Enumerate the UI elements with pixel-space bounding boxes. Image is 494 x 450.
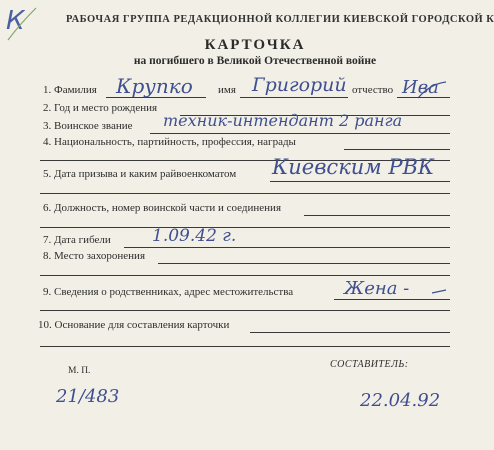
relatives-value: Жена - [344,278,410,299]
death-date-label: 7. Дата гибели [43,234,111,246]
extra-line [40,310,450,311]
name-label: имя [218,84,236,96]
author-label: СОСТАВИТЕЛЬ: [330,359,409,370]
draft-value: Киевским РВК [272,155,435,179]
patronymic-value: Ива [402,77,439,98]
extra-line [40,346,450,347]
surname-label: 1. Фамилия [43,84,97,96]
position-label: 6. Должность, номер воинской части и соединения [43,202,281,214]
extra-line [40,275,450,276]
surname-value: Крупко [116,74,193,98]
ink-stroke [432,290,446,293]
card-title: КАРТОЧКА [204,37,306,53]
date-value: 22.04.92 [360,390,441,411]
death-date-value: 1.09.42 г. [152,226,237,246]
burial-label: 8. Место захоронения [43,250,145,262]
rank-value: техник-интендант 2 ранга [163,111,403,130]
name-value: Григорий [252,74,347,96]
death-date-line [124,247,450,248]
basis-line [250,332,450,333]
name-line [240,97,348,98]
patronymic-label: отчество [352,84,394,96]
nationality-line [344,149,450,150]
birth-label: 2. Год и место рождения [43,102,158,114]
position-line [304,215,450,216]
burial-line [158,263,450,264]
draft-label: 5. Дата призыва и каким райвоенкоматом [43,168,237,180]
nationality-label: 4. Национальность, партийность, профессия, награды [43,136,296,148]
basis-label: 10. Основание для составления карточки [38,319,230,331]
record-number: 21/483 [56,386,120,407]
draft-line [270,181,450,182]
pencil-stroke [8,8,36,40]
stamp-place-label: М. П. [68,366,91,376]
card-subtitle: на погибшего в Великой Отечественной войне [133,55,377,67]
relatives-line [334,299,450,300]
extra-line [40,193,450,194]
rank-line [150,133,450,134]
extra-line [40,227,450,228]
corner-mark: К [6,6,25,36]
rank-label: 3. Воинское звание [43,120,133,132]
organization-header: РАБОЧАЯ ГРУППА РЕДАКЦИОННОЙ КОЛЛЕГИИ КИЕВСКОЙ ГОРОДСКОЙ К [66,14,494,25]
relatives-label: 9. Сведения о родственниках, адрес местожительства [43,286,294,298]
